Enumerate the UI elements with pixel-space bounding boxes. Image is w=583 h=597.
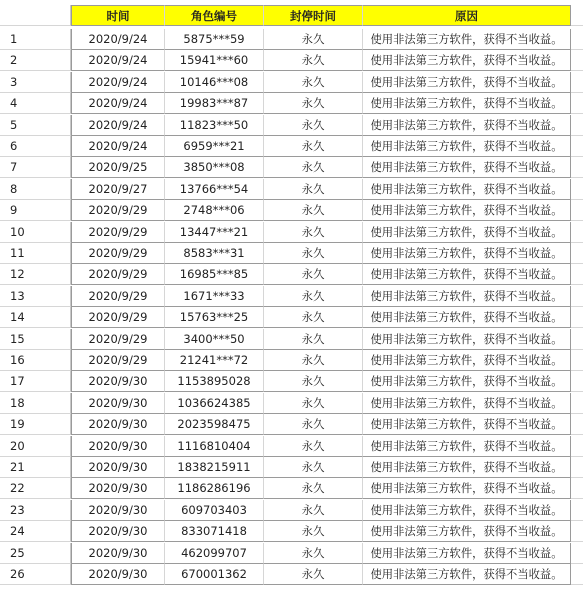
cell-reason[interactable]: 使用非法第三方软件，获得不当收益。 bbox=[363, 350, 571, 371]
cell-ban-duration[interactable]: 永久 bbox=[264, 286, 363, 307]
row-number[interactable]: 20 bbox=[0, 436, 71, 457]
cell-ban-duration[interactable]: 永久 bbox=[264, 521, 363, 542]
cell-date[interactable]: 2020/9/24 bbox=[71, 29, 165, 50]
cell-role-id[interactable]: 3850***08 bbox=[165, 157, 264, 178]
cell-role-id[interactable]: 6959***21 bbox=[165, 136, 264, 157]
cell-reason[interactable]: 使用非法第三方软件，获得不当收益。 bbox=[363, 200, 571, 221]
cell-date[interactable]: 2020/9/29 bbox=[71, 264, 165, 285]
table-row bbox=[0, 371, 583, 392]
empty-cell[interactable] bbox=[571, 136, 583, 157]
cell-role-id[interactable]: 15941***60 bbox=[165, 50, 264, 71]
cell-role-id[interactable]: 10146***08 bbox=[165, 72, 264, 93]
cell-ban-duration[interactable]: 永久 bbox=[264, 136, 363, 157]
cell-role-id[interactable]: 609703403 bbox=[165, 500, 264, 521]
empty-cell[interactable] bbox=[571, 329, 583, 350]
row-number[interactable]: 2 bbox=[0, 50, 71, 71]
cell-reason[interactable]: 使用非法第三方软件，获得不当收益。 bbox=[363, 521, 571, 542]
cell-ban-duration[interactable]: 永久 bbox=[264, 564, 363, 585]
row-number[interactable]: 10 bbox=[0, 222, 71, 243]
row-number[interactable]: 11 bbox=[0, 243, 71, 264]
row-number[interactable]: 19 bbox=[0, 414, 71, 435]
row-header-cell[interactable] bbox=[0, 5, 71, 26]
cell-reason[interactable]: 使用非法第三方软件，获得不当收益。 bbox=[363, 543, 571, 564]
empty-cell[interactable] bbox=[571, 414, 583, 435]
cell-role-id[interactable]: 21241***72 bbox=[165, 350, 264, 371]
cell-role-id[interactable]: 1036624385 bbox=[165, 393, 264, 414]
cell-date[interactable]: 2020/9/30 bbox=[71, 393, 165, 414]
cell-reason[interactable]: 使用非法第三方软件，获得不当收益。 bbox=[363, 393, 571, 414]
table-row bbox=[0, 243, 583, 264]
cell-ban-duration[interactable]: 永久 bbox=[264, 307, 363, 328]
row-number[interactable]: 21 bbox=[0, 457, 71, 478]
cell-ban-duration[interactable]: 永久 bbox=[264, 200, 363, 221]
table-row bbox=[0, 286, 583, 307]
cell-reason[interactable]: 使用非法第三方软件，获得不当收益。 bbox=[363, 478, 571, 499]
table-row bbox=[0, 72, 583, 93]
empty-cell[interactable] bbox=[571, 29, 583, 50]
row-number[interactable]: 12 bbox=[0, 264, 71, 285]
cell-date[interactable]: 2020/9/29 bbox=[71, 329, 165, 350]
empty-cell[interactable] bbox=[571, 436, 583, 457]
cell-date[interactable]: 2020/9/29 bbox=[71, 307, 165, 328]
cell-date[interactable]: 2020/9/30 bbox=[71, 371, 165, 392]
empty-cell[interactable] bbox=[571, 115, 583, 136]
cell-ban-duration[interactable]: 永久 bbox=[264, 436, 363, 457]
cell-reason[interactable]: 使用非法第三方软件，获得不当收益。 bbox=[363, 93, 571, 114]
cell-ban-duration[interactable]: 永久 bbox=[264, 50, 363, 71]
cell-date[interactable]: 2020/9/24 bbox=[71, 93, 165, 114]
cell-ban-duration[interactable]: 永久 bbox=[264, 457, 363, 478]
row-number[interactable]: 1 bbox=[0, 29, 71, 50]
cell-reason[interactable]: 使用非法第三方软件，获得不当收益。 bbox=[363, 286, 571, 307]
cell-date[interactable]: 2020/9/30 bbox=[71, 478, 165, 499]
cell-reason[interactable]: 使用非法第三方软件，获得不当收益。 bbox=[363, 243, 571, 264]
empty-cell[interactable] bbox=[571, 457, 583, 478]
row-number[interactable]: 16 bbox=[0, 350, 71, 371]
cell-reason[interactable]: 使用非法第三方软件，获得不当收益。 bbox=[363, 115, 571, 136]
empty-cell[interactable] bbox=[571, 93, 583, 114]
cell-ban-duration[interactable]: 永久 bbox=[264, 371, 363, 392]
empty-cell[interactable] bbox=[571, 307, 583, 328]
table-row bbox=[0, 307, 583, 328]
cell-reason[interactable]: 使用非法第三方软件，获得不当收益。 bbox=[363, 157, 571, 178]
cell-reason[interactable]: 使用非法第三方软件，获得不当收益。 bbox=[363, 222, 571, 243]
cell-role-id[interactable]: 16985***85 bbox=[165, 264, 264, 285]
cell-date[interactable]: 2020/9/25 bbox=[71, 157, 165, 178]
row-number[interactable]: 8 bbox=[0, 179, 71, 200]
cell-reason[interactable]: 使用非法第三方软件，获得不当收益。 bbox=[363, 29, 571, 50]
cell-role-id[interactable]: 19983***87 bbox=[165, 93, 264, 114]
row-number[interactable]: 7 bbox=[0, 157, 71, 178]
table-row bbox=[0, 222, 583, 243]
cell-reason[interactable]: 使用非法第三方软件，获得不当收益。 bbox=[363, 564, 571, 585]
table-row bbox=[0, 436, 583, 457]
cell-date[interactable]: 2020/9/24 bbox=[71, 115, 165, 136]
table-row bbox=[0, 457, 583, 478]
table-row bbox=[0, 350, 583, 371]
cell-date[interactable]: 2020/9/29 bbox=[71, 286, 165, 307]
table-row bbox=[0, 478, 583, 499]
empty-cell[interactable] bbox=[571, 264, 583, 285]
table-row bbox=[0, 50, 583, 71]
cell-role-id[interactable]: 462099707 bbox=[165, 543, 264, 564]
empty-cell[interactable] bbox=[571, 564, 583, 585]
table-row bbox=[0, 543, 583, 564]
cell-ban-duration[interactable]: 永久 bbox=[264, 414, 363, 435]
empty-cell[interactable] bbox=[571, 222, 583, 243]
table-row bbox=[0, 29, 583, 50]
row-number[interactable]: 14 bbox=[0, 307, 71, 328]
table-row bbox=[0, 115, 583, 136]
table-row bbox=[0, 93, 583, 114]
cell-role-id[interactable]: 5875***59 bbox=[165, 29, 264, 50]
cell-role-id[interactable]: 1116810404 bbox=[165, 436, 264, 457]
cell-ban-duration[interactable]: 永久 bbox=[264, 72, 363, 93]
empty-cell[interactable] bbox=[571, 179, 583, 200]
row-number[interactable]: 24 bbox=[0, 521, 71, 542]
cell-date[interactable]: 2020/9/29 bbox=[71, 243, 165, 264]
cell-role-id[interactable]: 2023598475 bbox=[165, 414, 264, 435]
cell-ban-duration[interactable]: 永久 bbox=[264, 350, 363, 371]
header-cell-reason[interactable]: 原因 bbox=[363, 5, 571, 26]
empty-cell[interactable] bbox=[571, 500, 583, 521]
table-row bbox=[0, 157, 583, 178]
header-cell-role-id[interactable]: 角色编号 bbox=[165, 5, 264, 26]
cell-ban-duration[interactable]: 永久 bbox=[264, 93, 363, 114]
row-number[interactable]: 17 bbox=[0, 371, 71, 392]
row-number[interactable]: 3 bbox=[0, 72, 71, 93]
cell-ban-duration[interactable]: 永久 bbox=[264, 543, 363, 564]
row-number[interactable]: 5 bbox=[0, 115, 71, 136]
table-row bbox=[0, 200, 583, 221]
empty-cell[interactable] bbox=[571, 478, 583, 499]
cell-role-id[interactable]: 3400***50 bbox=[165, 329, 264, 350]
cell-role-id[interactable]: 13766***54 bbox=[165, 179, 264, 200]
header-cell-time[interactable]: 时间 bbox=[71, 5, 165, 26]
table-row bbox=[0, 500, 583, 521]
table-row bbox=[0, 264, 583, 285]
cell-date[interactable]: 2020/9/27 bbox=[71, 179, 165, 200]
cell-date[interactable]: 2020/9/30 bbox=[71, 500, 165, 521]
cell-reason[interactable]: 使用非法第三方软件，获得不当收益。 bbox=[363, 136, 571, 157]
empty-cell[interactable] bbox=[571, 521, 583, 542]
cell-date[interactable]: 2020/9/24 bbox=[71, 72, 165, 93]
empty-cell[interactable] bbox=[571, 157, 583, 178]
cell-ban-duration[interactable]: 永久 bbox=[264, 222, 363, 243]
header-row bbox=[0, 5, 583, 26]
cell-role-id[interactable]: 1671***33 bbox=[165, 286, 264, 307]
row-number[interactable]: 9 bbox=[0, 200, 71, 221]
table-row bbox=[0, 393, 583, 414]
table-row bbox=[0, 414, 583, 435]
row-number[interactable]: 13 bbox=[0, 286, 71, 307]
cell-role-id[interactable]: 1153895028 bbox=[165, 371, 264, 392]
empty-cell[interactable] bbox=[571, 243, 583, 264]
cell-ban-duration[interactable]: 永久 bbox=[264, 179, 363, 200]
cell-ban-duration[interactable]: 永久 bbox=[264, 243, 363, 264]
cell-date[interactable]: 2020/9/24 bbox=[71, 50, 165, 71]
table-row bbox=[0, 329, 583, 350]
header-cell-ban-duration[interactable]: 封停时间 bbox=[264, 5, 363, 26]
cell-role-id[interactable]: 2748***06 bbox=[165, 200, 264, 221]
cell-reason[interactable]: 使用非法第三方软件，获得不当收益。 bbox=[363, 329, 571, 350]
cell-date[interactable]: 2020/9/29 bbox=[71, 350, 165, 371]
empty-cell[interactable] bbox=[571, 350, 583, 371]
row-number[interactable]: 26 bbox=[0, 564, 71, 585]
empty-cell[interactable] bbox=[571, 50, 583, 71]
cell-role-id[interactable]: 1186286196 bbox=[165, 478, 264, 499]
cell-reason[interactable]: 使用非法第三方软件，获得不当收益。 bbox=[363, 264, 571, 285]
cell-reason[interactable]: 使用非法第三方软件，获得不当收益。 bbox=[363, 457, 571, 478]
cell-date[interactable]: 2020/9/29 bbox=[71, 200, 165, 221]
table-row bbox=[0, 564, 583, 585]
table-row bbox=[0, 521, 583, 542]
cell-role-id[interactable]: 15763***25 bbox=[165, 307, 264, 328]
cell-date[interactable]: 2020/9/29 bbox=[71, 222, 165, 243]
cell-ban-duration[interactable]: 永久 bbox=[264, 264, 363, 285]
row-number[interactable]: 22 bbox=[0, 478, 71, 499]
cell-reason[interactable]: 使用非法第三方软件，获得不当收益。 bbox=[363, 500, 571, 521]
cell-role-id[interactable]: 1838215911 bbox=[165, 457, 264, 478]
row-number[interactable]: 4 bbox=[0, 93, 71, 114]
empty-cell[interactable] bbox=[571, 393, 583, 414]
empty-cell[interactable] bbox=[571, 72, 583, 93]
cell-reason[interactable]: 使用非法第三方软件，获得不当收益。 bbox=[363, 72, 571, 93]
cell-reason[interactable]: 使用非法第三方软件，获得不当收益。 bbox=[363, 414, 571, 435]
cell-ban-duration[interactable]: 永久 bbox=[264, 329, 363, 350]
row-number[interactable]: 23 bbox=[0, 500, 71, 521]
cell-date[interactable]: 2020/9/30 bbox=[71, 564, 165, 585]
row-number[interactable]: 25 bbox=[0, 543, 71, 564]
cell-ban-duration[interactable]: 永久 bbox=[264, 115, 363, 136]
cell-ban-duration[interactable]: 永久 bbox=[264, 157, 363, 178]
cell-ban-duration[interactable]: 永久 bbox=[264, 478, 363, 499]
row-number[interactable]: 15 bbox=[0, 329, 71, 350]
row-number[interactable]: 6 bbox=[0, 136, 71, 157]
table-row bbox=[0, 179, 583, 200]
cell-ban-duration[interactable]: 永久 bbox=[264, 500, 363, 521]
row-number[interactable]: 18 bbox=[0, 393, 71, 414]
cell-date[interactable]: 2020/9/24 bbox=[71, 136, 165, 157]
cell-date[interactable]: 2020/9/30 bbox=[71, 457, 165, 478]
cell-reason[interactable]: 使用非法第三方软件，获得不当收益。 bbox=[363, 371, 571, 392]
empty-cell[interactable] bbox=[571, 200, 583, 221]
empty-cell[interactable] bbox=[571, 543, 583, 564]
cell-ban-duration[interactable]: 永久 bbox=[264, 29, 363, 50]
empty-cell[interactable] bbox=[571, 286, 583, 307]
cell-reason[interactable]: 使用非法第三方软件，获得不当收益。 bbox=[363, 436, 571, 457]
cell-role-id[interactable]: 13447***21 bbox=[165, 222, 264, 243]
cell-reason[interactable]: 使用非法第三方软件，获得不当收益。 bbox=[363, 179, 571, 200]
empty-cell[interactable] bbox=[571, 371, 583, 392]
empty-cell[interactable] bbox=[571, 5, 583, 26]
cell-role-id[interactable]: 833071418 bbox=[165, 521, 264, 542]
cell-date[interactable]: 2020/9/30 bbox=[71, 436, 165, 457]
cell-role-id[interactable]: 11823***50 bbox=[165, 115, 264, 136]
cell-date[interactable]: 2020/9/30 bbox=[71, 521, 165, 542]
cell-ban-duration[interactable]: 永久 bbox=[264, 393, 363, 414]
cell-reason[interactable]: 使用非法第三方软件，获得不当收益。 bbox=[363, 50, 571, 71]
cell-date[interactable]: 2020/9/30 bbox=[71, 543, 165, 564]
table-row bbox=[0, 136, 583, 157]
cell-reason[interactable]: 使用非法第三方软件，获得不当收益。 bbox=[363, 307, 571, 328]
cell-date[interactable]: 2020/9/30 bbox=[71, 414, 165, 435]
cell-role-id[interactable]: 670001362 bbox=[165, 564, 264, 585]
cell-role-id[interactable]: 8583***31 bbox=[165, 243, 264, 264]
